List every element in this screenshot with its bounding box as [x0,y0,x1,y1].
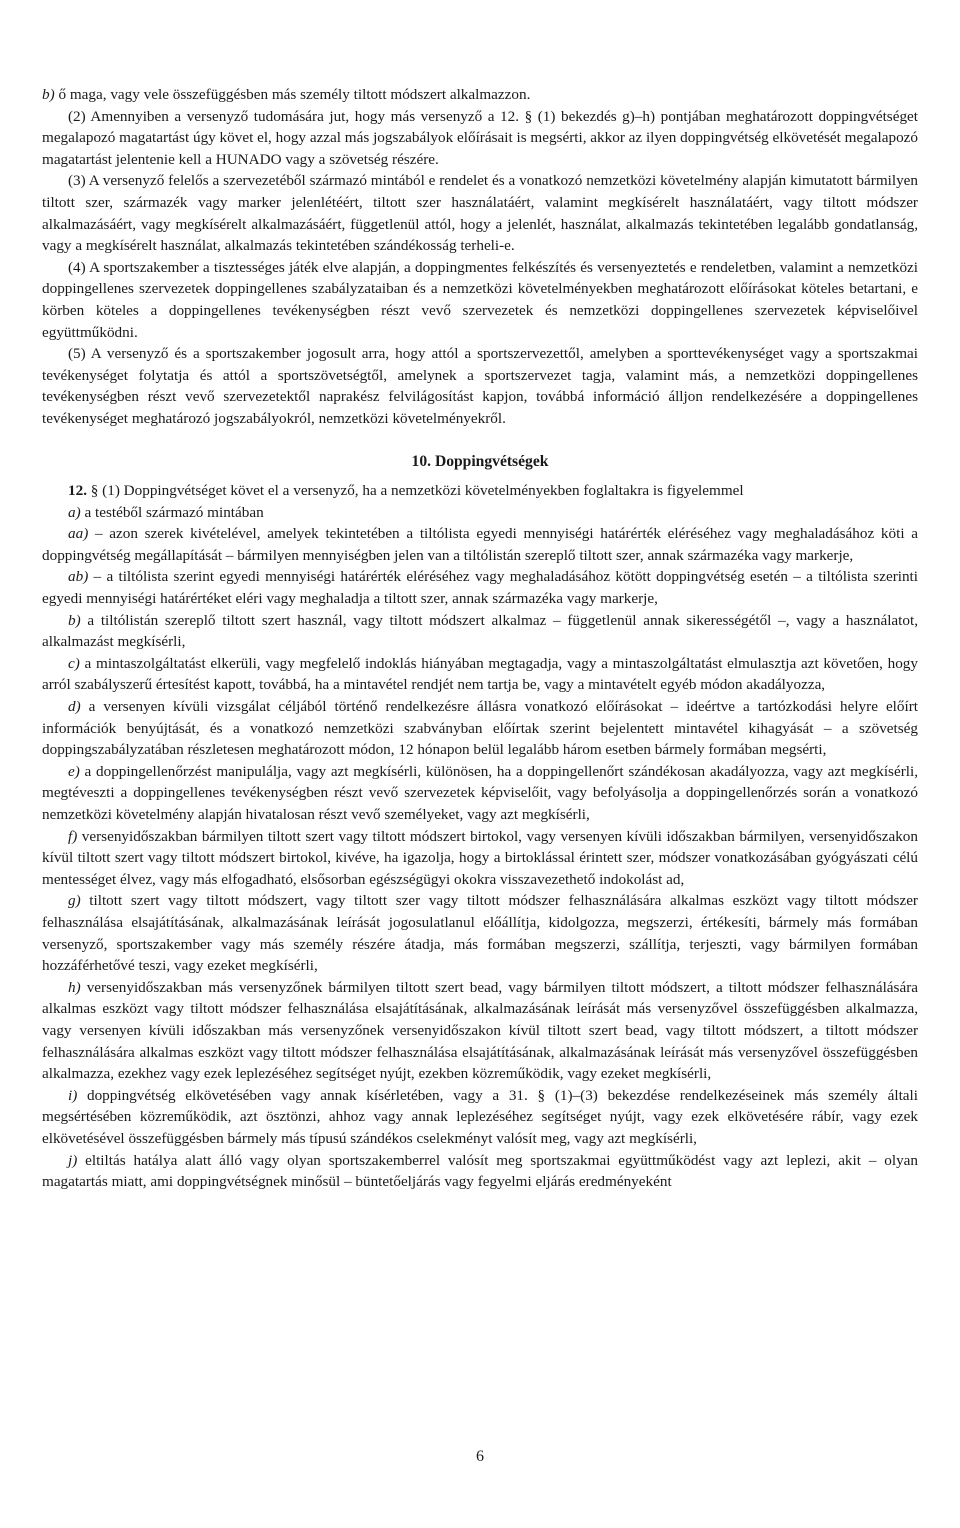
item-aa [42,523,918,566]
paragraph-4: (4) A sportszakember a tisztességes játék elve alapján, a doppingmentes felkészítés és versenyeztetés e rendeletben, valamint a nemzetközi doppingellenes szervezetek doppingellenes szabályzataiban és a nemzetközi követelményekben meghatározott előírásokat köteles betartani, e körben köteles a doppingellenes tevékenységben részt vevő szervezetek és nemzetközi doppingellenes szervezetek képviselőivel együttműködni. [42,258,918,341]
item-g [42,890,918,976]
item-label: i) [68,1086,78,1104]
paragraph-2: (2) Amennyiben a versenyző tudomására jut, hogy más versenyző a 12. § (1) bekezdés g)–h) pontjában meghatározott doppingvétséget megalapozó magatartást úgy követ el, hogy azzal más jogszabályok előírásait is megsérti, akkor az ilyen doppingvétség elkövetését megalapozó magatartást jelentenie kell a HUNADO vagy a szövetség részére. [42,107,918,168]
item-text: versenyidőszakban más versenyzőnek bármilyen tiltott szert bead, vagy bármilyen tiltott módszert, a tiltott módszer felhasználására alkalmas eszközt vagy tiltott módszer felhasználása elsajátításának, alkalmazásának leírását más versenyzővel összefüggésben alkalmazza, vagy versenyen kívüli időszakban más versenyzőnek versenyidőszakon kívül tiltott szert bead, vagy tiltott módszert, a tiltott módszer felhasználására alkalmas eszközt vagy tiltott módszer felhasználása elsajátításának, alkalmazásának leírását más versenyzővel összefüggésben alkalmazza, ezekhez vagy ezek leplezéséhez segítséget nyújt, ezekben közreműködik, vagy ezeket megkísérli, [42,978,918,1083]
item-label: c) [68,654,80,672]
item-text: a doppingellenőrzést manipulálja, vagy azt megkísérli, különösen, ha a doppingellenőrt szándékosan akadályozza, vagy azt megkísérli, megtéveszti a doppingellenes tevékenységben részt vevő szervezetek képviselőit, vagy befolyásolja a doppingellenőrzés során a vonatkozó nemzetközi követelmény alapján hivatalosan részt vevő személyeket, vagy azt megkísérli, [42,762,918,823]
section-text: § (1) Doppingvétséget követ el a versenyző, ha a nemzetközi követelményekben foglaltakra is figyelemmel [86,482,744,500]
item-text: a testéből származó mintában [80,503,264,521]
item-label: g) [68,892,81,910]
item-label: f) [68,827,78,845]
document-page [42,84,918,1193]
item-label: h) [68,978,81,996]
section-heading: 10. Doppingvétségek [411,452,549,470]
item-text: a tiltólistán szereplő tiltott szert használ, vagy tiltott módszert alkalmaz – függetlenül annak sikerességétől –, vagy a használatot, alkalmazást megkísérli, [42,611,918,651]
item-label: aa) [68,525,89,543]
paragraph-5: (5) A versenyző és a sportszakember jogosult arra, hogy attól a sportszervezettől, amelyben a sporttevékenységet vagy a sportszakmai tevékenységet folytatja és attól a sportszövetségtől, amelynek a sportszervezet tagja, valamint más, a nemzetközi doppingellenes tevékenységben részt vevő szervezetektől naprakész felvilágosítást kapjon, továbbá információ álljon rendelkezésére a doppingellenes tevékenységet meghatározó jogszabályokról, nemzetközi követelményekről. [42,345,918,427]
item-text: eltiltás hatálya alatt álló vagy olyan sportszakemberrel valósít meg sportszakmai együttműködést vagy azt leplezi, akit – olyan magatartás miatt, ami doppingvétségnek minősül – büntetőeljárás vagy fegyelmi eljárás eredményeként [42,1151,918,1191]
item-text: – azon szerek kivételével, amelyek tekintetében a tiltólista egyedi mennyiségi határérték eléréséhez vagy meghaladásához köti a doppingvétség megállapítását – bármilyen mennyiségben jelen van a tiltólistán szereplő tiltott szer, annak származéka vagy markerje, [42,525,918,564]
item-e [42,761,918,826]
item-label: b) [68,611,81,629]
item-ab [42,566,918,609]
item-label: ab) [68,568,89,586]
item-label: d) [68,698,81,716]
item-h [42,977,918,1085]
item-text: – a tiltólista szerint egyedi mennyiségi határérték eléréséhez vagy meghaladásához kötött doppingvétség esetén – a tiltólista szerinti egyedi mennyiségi határértéket eléri vagy meghaladja a tiltott szer, annak származéka vagy markerje, [42,568,918,608]
item-label: b) [42,86,55,103]
item-b [42,610,918,653]
item-text: versenyidőszakban bármilyen tiltott szert vagy tiltott módszert birtokol, vagy versenyen kívüli időszakban bármilyen, versenyidőszakon kívül tiltott szert vagy tiltott módszert birtokol, kivéve, ha igazolja, hogy a birtoklással érintett szer, módszer vonatkozásában gyógyászati célú mentességet élvez, vagy más elfogadható, elsősorban egészségügyi okokra visszavezethető indokolást ad, [42,827,918,888]
item-text: doppingvétség elkövetésében vagy annak kísérletében, vagy a 31. § (1)–(3) bekezdése rendelkezéseinek más személy általi megsértésében közreműködik, azt ösztönzi, ahhoz vagy annak leplezéséhez segítséget nyújt, vagy ezek elkövetésére rábír, vagy ezek elkövetésével összefüggésben bármely más típusú szándékos cselekményt valósít meg, vagy azt megkísérli, [42,1086,918,1147]
paragraph-1b [42,84,918,106]
item-c [42,653,918,696]
item-text: ő maga, vagy vele összefüggésben más személy tiltott módszert alkalmazzon. [54,86,531,103]
item-text: tiltott szert vagy tiltott módszert, vagy tiltott szer vagy tiltott módszer felhasználására alkalmas eszközt vagy tiltott módszer felhasználása elsajátításának, alkalmazásának leírását jogosulatlanul előállítja, kidolgozza, megszerzi, értékesíti, bármely más formában versenyző, sportszakember vagy más személy részére átadja, más formában megszerzi, szállítja, terjeszti, vagy bármilyen formában hozzáférhetővé teszi, vagy ezeket megkísérli, [42,892,918,975]
item-i [42,1085,918,1150]
item-a [42,502,918,524]
item-j [42,1150,918,1193]
item-label: a) [68,503,81,521]
item-f [42,826,918,891]
paragraph-3: (3) A versenyző felelős a szervezetéből származó mintából e rendelet és a vonatkozó nemzetközi követelmény alapján kimutatott bármilyen tiltott szer, származék vagy marker jelenlétéért, tiltott szer használatáért, valamint megkísérelt használatáért, vagy tiltott módszer alkalmazásáért, vagy megkísérelt alkalmazásáért, függetlenül attól, hogy a jelenlét, használat, alkalmazás tekintetében legalább gondatlanság, vagy a megkísérelt használat, alkalmazás tekintetében szándékosság terheli-e. [42,172,918,255]
item-text: a mintaszolgáltatást elkerüli, vagy megfelelő indoklás hiányában megtagadja, vagy a mintaszolgáltatást elmulasztja azt követően, hogy arról szabályszerű értesítést kapott, továbbá, ha a mintavétel rendjét nem tartja be, vagy a mintavételt egyéb módon akadályozza, [42,654,918,694]
item-label: j) [68,1151,78,1169]
section-number: 12. [68,482,87,500]
item-text: a versenyen kívüli vizsgálat céljából történő rendelkezésre állásra vonatkozó előírásokat – ideértve a tartózkodási helyre előírt információk benyújtását, és a vonatkozó nemzetközi szabványban előírtak szerint bejelentett mintavétel kihagyását – a szövetség doppingszabályzatában részletesen meghatározott módon, 12 hónapon belül legalább három esetben bármely formában megsérti, [42,698,918,759]
item-label: e) [68,762,80,780]
page-number: 6 [476,1448,484,1465]
item-d [42,696,918,761]
section-12-intro [42,480,918,502]
